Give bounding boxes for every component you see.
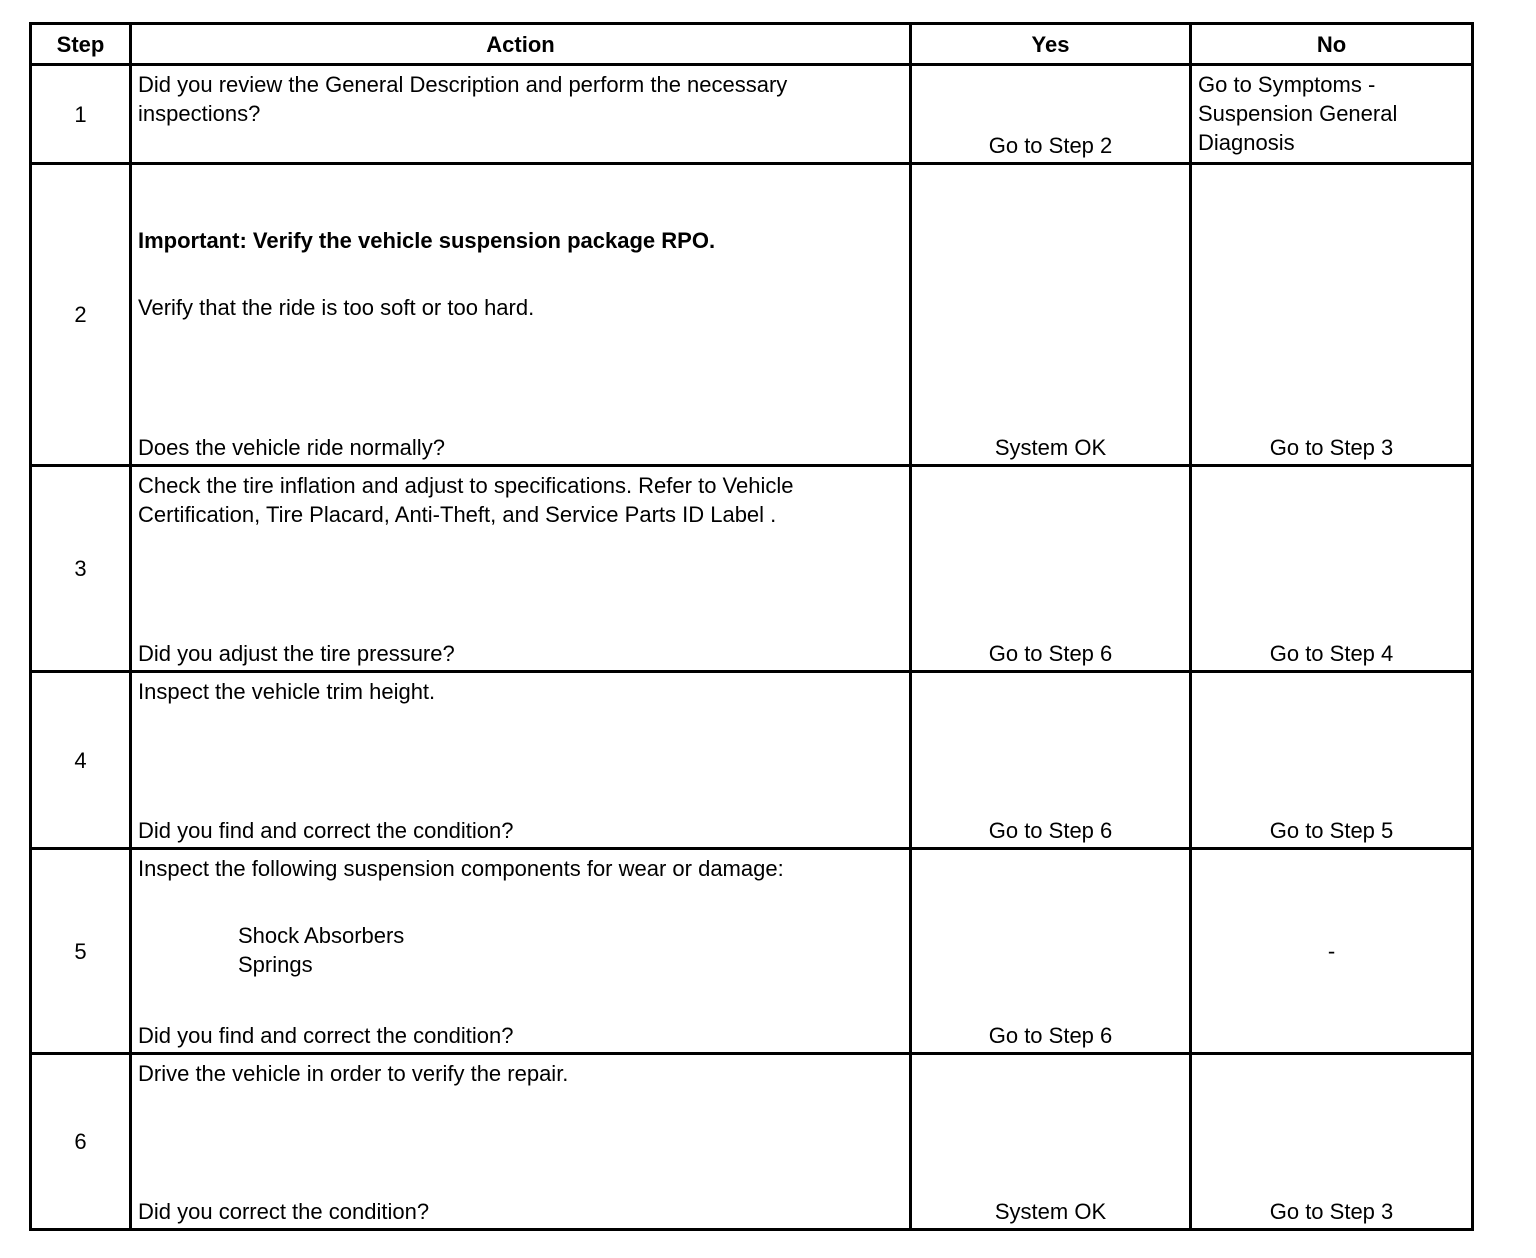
diagnostic-table [29,22,1474,1231]
table-row [31,65,1473,164]
step-number: 5 [31,849,131,1054]
header-action: Action [131,24,911,65]
action-text: Inspect the vehicle trim height. [138,679,436,704]
yes-cell [911,1054,1191,1230]
action-cell [131,65,911,164]
no-result: Go to Step 5 [1269,818,1394,843]
question-text: Did you correct the condition? [138,1199,430,1224]
question-text: Did you adjust the tire pressure? [138,641,455,666]
no-cell [1191,65,1473,164]
question-text: Did you find and correct the condition? [138,1023,514,1048]
table-row [31,672,1473,849]
no-cell [1191,672,1473,849]
question-text: Does the vehicle ride normally? [138,435,445,460]
action-text: Did you review the General Description and perform the necessary inspections? [138,72,788,126]
action-cell [131,1054,911,1230]
yes-cell [911,466,1191,672]
table-row [31,164,1473,466]
yes-result: System OK [994,1199,1107,1224]
list-item: Springs [238,952,313,977]
yes-result: Go to Step 2 [988,133,1113,158]
header-yes: Yes [911,24,1191,65]
yes-result: Go to Step 6 [988,641,1113,666]
no-result: Go to Symptoms - Suspension General Diagnosis [1198,72,1398,155]
no-cell [1191,1054,1473,1230]
header-step: Step [31,24,131,65]
no-cell [1191,466,1473,672]
no-result: Go to Step 3 [1269,435,1394,460]
step-number: 1 [31,65,131,164]
question-text: Did you find and correct the condition? [138,818,514,843]
action-cell [131,466,911,672]
yes-result: Go to Step 6 [988,1023,1113,1048]
action-text: Drive the vehicle in order to verify the repair. [138,1061,569,1086]
table-row [31,466,1473,672]
action-text: Check the tire inflation and adjust to specifications. Refer to Vehicle Certification, Tire Placard, Anti-Theft, and Service Parts ID Label . [138,473,794,527]
yes-cell [911,849,1191,1054]
no-result: - [1327,938,1336,964]
action-cell [131,672,911,849]
no-result: Go to Step 3 [1269,1199,1394,1224]
step-number: 4 [31,672,131,849]
table-row [31,1054,1473,1230]
yes-result: Go to Step 6 [988,818,1113,843]
step-number: 6 [31,1054,131,1230]
header-row [31,24,1473,65]
step-number: 2 [31,164,131,466]
action-text: Inspect the following suspension components for wear or damage: [138,856,784,881]
action-cell [131,849,911,1054]
yes-result: System OK [994,435,1107,460]
yes-cell [911,65,1191,164]
no-cell [1191,164,1473,466]
list-item: Shock Absorbers [238,923,405,948]
step-number: 3 [31,466,131,672]
table-row [31,849,1473,1054]
yes-cell [911,164,1191,466]
no-result: Go to Step 4 [1269,641,1394,666]
important-note: Important: Verify the vehicle suspension package RPO. [138,228,716,253]
header-no: No [1191,24,1473,65]
no-cell [1191,849,1473,1054]
yes-cell [911,672,1191,849]
action-text: Verify that the ride is too soft or too hard. [138,295,535,320]
action-cell [131,164,911,466]
